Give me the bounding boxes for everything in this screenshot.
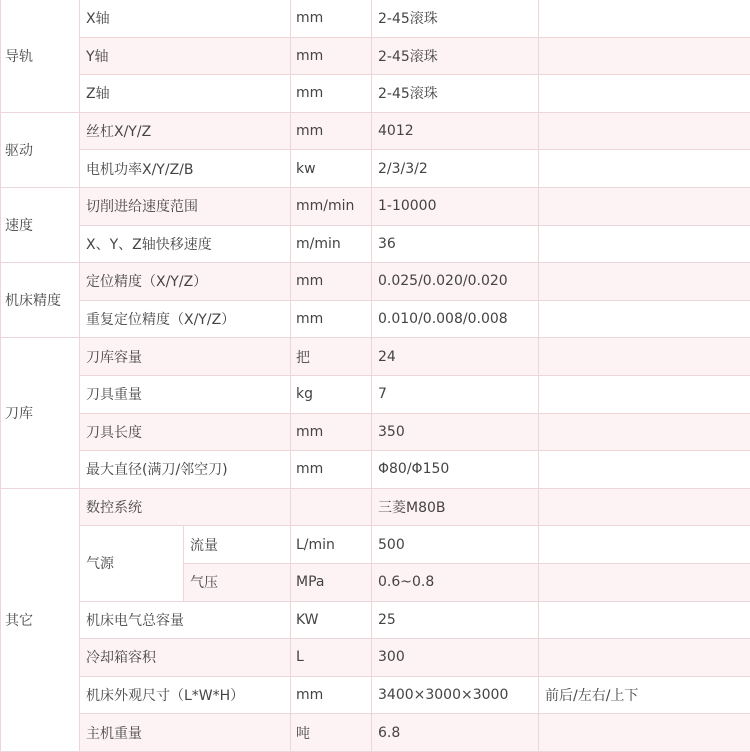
table-row [1,714,750,752]
note-cell: 前后/左右/上下 [539,676,750,714]
unit-cell: mm [291,263,372,301]
note-cell [539,338,750,376]
value-cell: 24 [372,338,539,376]
value-cell: 三菱M80B [372,488,539,526]
note-cell [539,413,750,451]
group-label-guide: 导轨 [1,0,80,112]
table-row [1,300,750,338]
group-label-tool-magazine: 刀库 [1,338,80,488]
unit-cell: mm [291,37,372,75]
value-cell: 300 [372,639,539,677]
param-cell: 重复定位精度（X/Y/Z） [80,300,291,338]
table-row [1,37,750,75]
param-cell: 最大直径(满刀/邻空刀) [80,451,291,489]
unit-cell: mm [291,0,372,37]
unit-cell: KW [291,601,372,639]
value-cell: 500 [372,526,539,564]
value-cell: 0.010/0.008/0.008 [372,300,539,338]
table-row [1,451,750,489]
group-label-drive: 驱动 [1,112,80,187]
note-cell [539,714,750,752]
value-cell: 2-45滚珠 [372,37,539,75]
value-cell: 0.6~0.8 [372,563,539,601]
note-cell [539,300,750,338]
note-cell [539,0,750,37]
unit-cell: mm [291,300,372,338]
value-cell: 4012 [372,112,539,150]
unit-cell: m/min [291,225,372,263]
value-cell: 6.8 [372,714,539,752]
table-row [1,225,750,263]
param-cell: 刀具重量 [80,375,291,413]
note-cell [539,150,750,188]
note-cell [539,37,750,75]
param-cell: X、Y、Z轴快移速度 [80,225,291,263]
table-row [1,187,750,225]
table-row [1,676,750,714]
param-cell: 丝杠X/Y/Z [80,112,291,150]
note-cell [539,263,750,301]
unit-cell: L [291,639,372,677]
table-row [1,150,750,188]
note-cell [539,601,750,639]
value-cell: 7 [372,375,539,413]
unit-cell: MPa [291,563,372,601]
unit-cell: mm [291,676,372,714]
note-cell [539,526,750,564]
group-label-precision: 机床精度 [1,263,80,338]
param-cell: 冷却箱容积 [80,639,291,677]
param-cell: 刀库容量 [80,338,291,376]
table-row [1,526,750,564]
unit-cell: L/min [291,526,372,564]
unit-cell: mm [291,413,372,451]
note-cell [539,563,750,601]
table-row [1,112,750,150]
param-cell: X轴 [80,0,291,37]
note-cell [539,639,750,677]
value-cell: 1-10000 [372,187,539,225]
unit-cell [291,488,372,526]
unit-cell: mm [291,75,372,113]
value-cell: 25 [372,601,539,639]
sub-param-cell: 气压 [184,563,291,601]
value-cell: 36 [372,225,539,263]
unit-cell: kg [291,375,372,413]
sub-param-cell: 流量 [184,526,291,564]
table-row [1,75,750,113]
unit-cell: 把 [291,338,372,376]
unit-cell: kw [291,150,372,188]
param-cell: Z轴 [80,75,291,113]
table-row [1,601,750,639]
group-label-other: 其它 [1,488,80,751]
param-cell: 机床外观尺寸（L*W*H） [80,676,291,714]
note-cell [539,225,750,263]
param-cell: 机床电气总容量 [80,601,291,639]
table-row [1,375,750,413]
note-cell [539,375,750,413]
param-cell: 定位精度（X/Y/Z） [80,263,291,301]
param-cell-air-source: 气源 [80,526,184,601]
param-cell: 切削进给速度范围 [80,187,291,225]
note-cell [539,187,750,225]
group-label-speed: 速度 [1,187,80,262]
table-row [1,413,750,451]
value-cell: 350 [372,413,539,451]
note-cell [539,112,750,150]
value-cell: 2/3/3/2 [372,150,539,188]
value-cell: 0.025/0.020/0.020 [372,263,539,301]
value-cell: 2-45滚珠 [372,0,539,37]
table-row [1,263,750,301]
unit-cell: mm [291,451,372,489]
unit-cell: mm [291,112,372,150]
table-row [1,639,750,677]
table-row [1,338,750,376]
param-cell: 电机功率X/Y/Z/B [80,150,291,188]
param-cell: 数控系统 [80,488,291,526]
value-cell: 3400×3000×3000 [372,676,539,714]
value-cell: 2-45滚珠 [372,75,539,113]
unit-cell: mm/min [291,187,372,225]
param-cell: 刀具长度 [80,413,291,451]
unit-cell: 吨 [291,714,372,752]
table-row [1,488,750,526]
param-cell: Y轴 [80,37,291,75]
note-cell [539,75,750,113]
table-row [1,0,750,37]
value-cell: Φ80/Φ150 [372,451,539,489]
note-cell [539,451,750,489]
note-cell [539,488,750,526]
param-cell: 主机重量 [80,714,291,752]
